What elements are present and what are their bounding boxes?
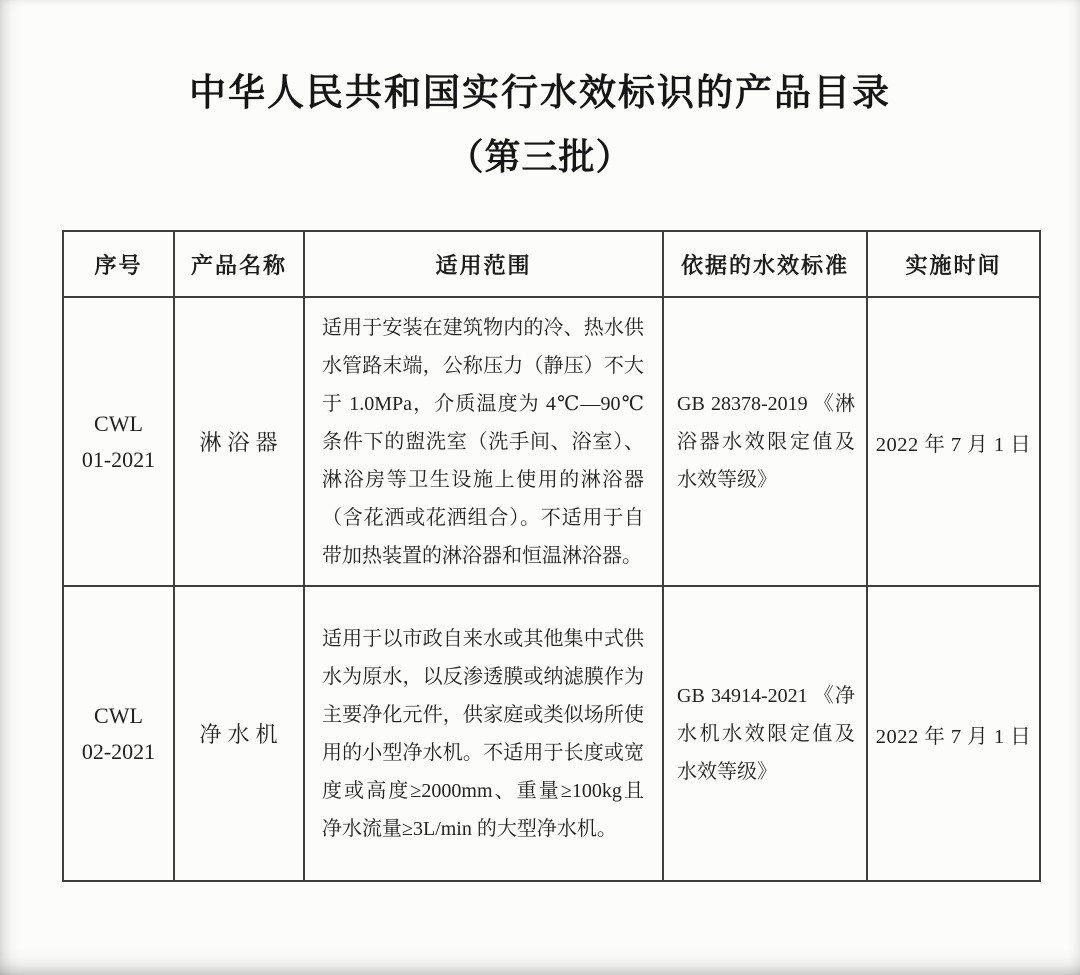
serial-number-cell [63,586,174,881]
table-header-row [63,231,1040,297]
header-water-efficiency-standard: 依据的水效标准 [663,231,867,297]
applicable-scope-cell: 适用于安装在建筑物内的冷、热水供水管路末端，公称压力（静压）不大于 1.0MPa，介质温度为 4℃—90℃条件下的盥洗室（洗手间、浴室）、淋浴房等卫生设施上使用的淋浴器（含花洒或花洒组合）。不适用于自带加热装置的淋浴器和恒温淋浴器。 [304,297,663,586]
serial-number-line1: CWL [94,702,143,728]
water-efficiency-standard-cell: GB 28378-2019 《淋浴器水效限定值及水效等级》 [663,297,867,586]
implementation-date-cell: 2022 年 7 月 1 日 [867,586,1040,881]
product-catalog-table [62,230,1041,882]
document-title-line1: 中华人民共和国实行水效标识的产品目录 [189,73,891,114]
applicable-scope-cell: 适用于以市政自来水或其他集中式供水为原水，以反渗透膜或纳滤膜作为主要净化元件，供家庭或类似场所使用的小型净水机。不适用于长度或宽度或高度≥2000mm、重量≥100kg且净水流量≥3L/min 的大型净水机。 [304,586,663,881]
implementation-date-cell: 2022 年 7 月 1 日 [867,297,1040,586]
serial-number-line1: CWL [94,410,143,436]
product-name-cell: 淋浴器 [174,297,304,586]
document-title [0,62,1080,180]
document-title-line2: （第三批） [447,137,633,177]
table-row [63,586,1040,881]
water-efficiency-standard-cell: GB 34914-2021 《净水机水效限定值及水效等级》 [663,586,867,881]
serial-number-line2: 01-2021 [81,446,156,472]
table-row [63,297,1040,586]
header-implementation-date: 实施时间 [867,231,1040,297]
serial-number-cell [63,297,174,586]
header-applicable-scope: 适用范围 [304,231,663,297]
header-product-name: 产品名称 [174,231,304,297]
serial-number-line2: 02-2021 [81,738,156,764]
product-name-cell: 净水机 [174,586,304,881]
header-serial-number: 序号 [63,231,174,297]
